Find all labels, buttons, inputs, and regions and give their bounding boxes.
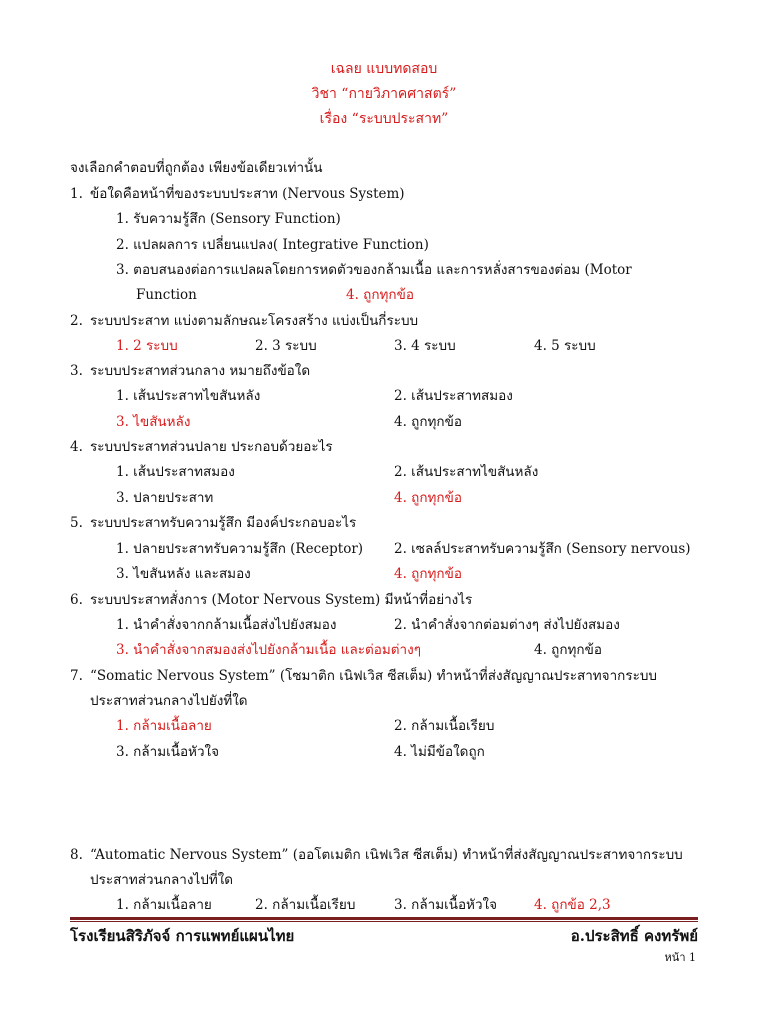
- q2-option-2: 2. 3 ระบบ: [255, 338, 317, 354]
- question-1-text: ข้อใดคือหน้าที่ของระบบประสาท (Nervous System): [90, 186, 405, 202]
- q6-option-3-answer: 3. นำคำสั่งจากสมองส่งไปยังกล้ามเนื้อ และต่อมต่างๆ: [116, 642, 421, 658]
- q6-option-2: 2. นำคำสั่งจากต่อมต่างๆ ส่งไปยังสมอง: [394, 617, 620, 633]
- q3-option-3-answer: 3. ไขสันหลัง: [116, 414, 191, 430]
- q1-option-4-answer: 4. ถูกทุกข้อ: [346, 287, 414, 303]
- question-7-number: 7.: [70, 668, 83, 684]
- instruction: จงเลือกคำตอบที่ถูกต้อง เพียงข้อเดียวเท่านั้น: [70, 160, 323, 176]
- q7-option-1-answer: 1. กล้ามเนื้อลาย: [116, 718, 212, 734]
- question-2-text: ระบบประสาท แบ่งตามลักษณะโครงสร้าง แบ่งเป็นกี่ระบบ: [90, 313, 419, 329]
- q4-option-2: 2. เส้นประสาทไขสันหลัง: [394, 464, 539, 480]
- question-3-number: 3.: [70, 363, 83, 379]
- question-3-text: ระบบประสาทส่วนกลาง หมายถึงข้อใด: [90, 363, 311, 379]
- q8-option-1: 1. กล้ามเนื้อลาย: [116, 897, 212, 913]
- q1-option-3: 3. ตอบสนองต่อการแปลผลโดยการหดตัวของกล้ามเนื้อ และการหลั่งสารของต่อม (Motor: [116, 262, 632, 278]
- q5-option-3: 3. ไขสันหลัง และสมอง: [116, 566, 251, 582]
- question-4-text: ระบบประสาทส่วนปลาย ประกอบด้วยอะไร: [90, 439, 333, 455]
- question-8-text: “Automatic Nervous System” (ออโตเมติก เนิฟเวิส ซีสเต็ม) ทำหน้าที่ส่งสัญญาณประสาทจากระบบ: [90, 847, 683, 863]
- footer-school-name: โรงเรียนสิริภัจจ์ การแพทย์แผนไทย: [70, 927, 295, 945]
- q5-option-2: 2. เซลล์ประสาทรับความรู้สึก (Sensory nervous): [394, 541, 691, 557]
- q8-option-2: 2. กล้ามเนื้อเรียบ: [255, 897, 356, 913]
- q4-option-1: 1. เส้นประสาทสมอง: [116, 464, 235, 480]
- question-1-number: 1.: [70, 186, 83, 202]
- question-8-number: 8.: [70, 847, 83, 863]
- q4-option-3: 3. ปลายประสาท: [116, 490, 214, 506]
- q2-option-1-answer: 1. 2 ระบบ: [116, 338, 178, 354]
- q1-option-1: 1. รับความรู้สึก (Sensory Function): [116, 211, 341, 227]
- question-2-number: 2.: [70, 313, 83, 329]
- footer-divider-thick: [70, 917, 698, 920]
- q7-option-4: 4. ไม่มีข้อใดถูก: [394, 744, 485, 760]
- q3-option-1: 1. เส้นประสาทไขสันหลัง: [116, 388, 261, 404]
- q6-option-4: 4. ถูกทุกข้อ: [534, 642, 602, 658]
- q8-option-3: 3. กล้ามเนื้อหัวใจ: [394, 897, 498, 913]
- q6-option-1: 1. นำคำสั่งจากกล้ามเนื้อส่งไปยังสมอง: [116, 617, 337, 633]
- q2-option-4: 4. 5 ระบบ: [534, 338, 596, 354]
- question-7-text: “Somatic Nervous System” (โซมาติก เนิฟเวิส ซีสเต็ม) ทำหน้าที่ส่งสัญญาณประสาทจากระบบ: [90, 668, 657, 684]
- header-line-subject: วิชา “กายวิภาคศาสตร์”: [311, 86, 457, 102]
- q4-option-4-answer: 4. ถูกทุกข้อ: [394, 490, 462, 506]
- question-6-text: ระบบประสาทสั่งการ (Motor Nervous System) มีหน้าที่อย่างไร: [90, 592, 473, 608]
- q3-option-4: 4. ถูกทุกข้อ: [394, 414, 462, 430]
- q5-option-4-answer: 4. ถูกทุกข้อ: [394, 566, 462, 582]
- question-5-text: ระบบประสาทรับความรู้สึก มีองค์ประกอบอะไร: [90, 515, 357, 531]
- question-6-number: 6.: [70, 592, 83, 608]
- question-5-number: 5.: [70, 515, 83, 531]
- q5-option-1: 1. ปลายประสาทรับความรู้สึก (Receptor): [116, 541, 364, 557]
- footer-teacher-name: อ.ประสิทธิ์ คงทรัพย์: [570, 927, 698, 945]
- q1-option-3-cont: Function: [136, 287, 197, 303]
- q1-option-2: 2. แปลผลการ เปลี่ยนแปลง( Integrative Function): [116, 237, 429, 253]
- question-4-number: 4.: [70, 439, 83, 455]
- question-7-text-cont: ประสาทส่วนกลางไปยังที่ใด: [90, 693, 248, 709]
- q2-option-3: 3. 4 ระบบ: [394, 338, 456, 354]
- header-line-answer-key: เฉลย แบบทดสอบ: [330, 61, 438, 77]
- header-line-topic: เรื่อง “ระบบประสาท”: [319, 111, 449, 127]
- footer-divider-thin: [70, 921, 698, 922]
- q8-option-4-answer: 4. ถูกข้อ 2,3: [534, 897, 611, 913]
- q7-option-2: 2. กล้ามเนื้อเรียบ: [394, 718, 495, 734]
- page-number: หน้า 1: [664, 951, 696, 964]
- question-8-text-cont: ประสาทส่วนกลางไปที่ใด: [90, 872, 234, 888]
- q3-option-2: 2. เส้นประสาทสมอง: [394, 388, 513, 404]
- q7-option-3: 3. กล้ามเนื้อหัวใจ: [116, 744, 220, 760]
